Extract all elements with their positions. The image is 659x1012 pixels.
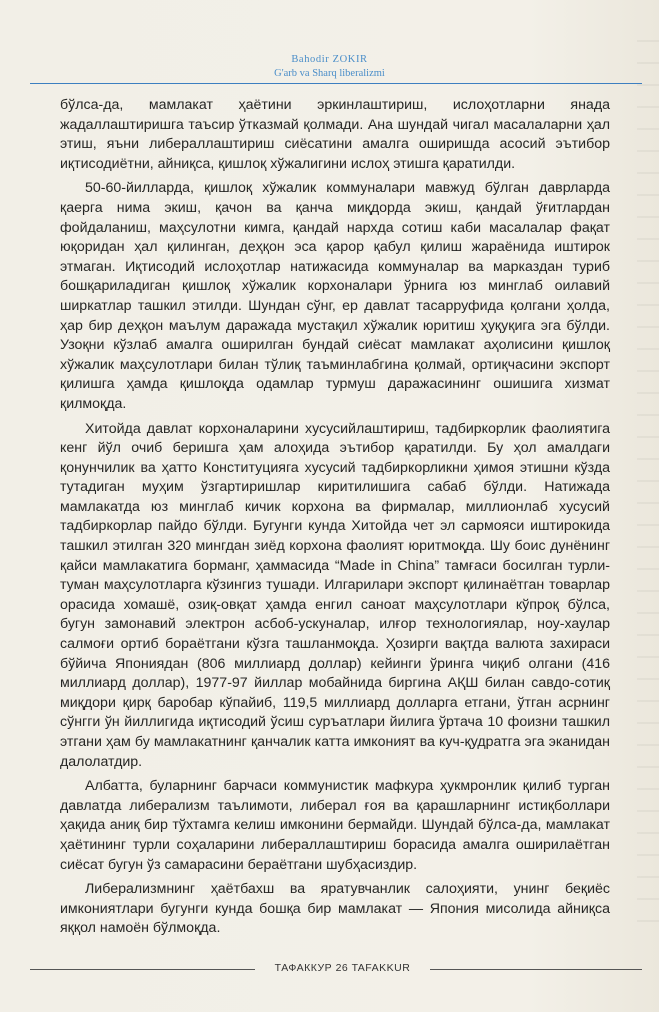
body-text	[60, 96, 610, 944]
paragraph-5: Либерализмнинг ҳаётбахш ва яратувчанлик салоҳияти, унинг беқиёс имкониятлари бугунги кунда бошқа бир мамлакат — Япония мисолида айниқса яққол намоён бўлмоқда.	[60, 881, 610, 937]
footer-rule-right	[430, 969, 642, 970]
paragraph-1: бўлса-да, мамлакат ҳаётини эркинлаштириш, ислоҳотларни янада жадаллаштиришга таъсир ўтказмай қолмади. Ана шундай чигал масалаларни ҳал этиш, яъни либераллаштириш сиёсатини амалга оширишда асосий эътибор иқтисодиётни, айниқса, қишлоқ хўжалигини ислоҳ этишга қаратилди.	[60, 97, 610, 172]
header-author: Bahodir ZOKIR	[291, 54, 368, 65]
paragraph-3: Хитойда давлат корхоналарини хусусийлаштириш, тадбиркорлик фаолиятига кенг йўл очиб беришга ҳам алоҳида эътибор қаратилди. Бу ҳол амалдаги қонунчилик ва ҳатто Конституцияга хусусий тадбиркорликни ҳимоя этишни кўзда тутадиган муҳим ўзгартиришлар киритилишига сабаб бўлди. Натижада мамлакатда юз минглаб кичик корхона ва фирмалар, миллионлаб хусусий тадбиркорлар пайдо бўлди. Бугунги кунда Хитойда чет эл сармояси иштирокида ташкил этилган 320 мингдан зиёд корхона фаолият юритмоқда. Шу боис дунёнинг қайси мамлакатига борманг, ҳаммасида “Made in China” тамғаси босилган турли-туман маҳсулотларга кўзингиз тушади. Илгарилари экспорт қилинаётган товарлар орасида хомашё, озиқ-овқат ҳамда енгил саноат маҳсулотлари кўпроқ бўлса, бугун замонавий электрон асбоб-ускуналар, илғор технологиялар, ноу-хаулар салмоғи ортиб бораётгани кўзга ташланмоқда. Ҳозирги вақтда валюта захираси бўйича Япониядан (806 миллиард доллар) кейинги ўринга чиқиб олгани (416 миллиард доллар), 1977-97 йиллар мобайнида биргина АҚШ билан савдо-сотиқ миқдори қирқ баробар кўпайиб, 119,5 миллиард долларга етгани, ўтган асрнинг сўнгги ўн йиллигида иқтисодий ўсиш суръатлари йилига ўртача 10 фоизни ташкил этгани ҳам бу мамлакатнинг қанчалик катта имконият ва куч-қудратга эга эканидан далолатдир.	[60, 420, 610, 770]
footer-rule-left	[30, 969, 255, 970]
paragraph-2: 50-60-йилларда, қишлоқ хўжалик коммуналари мавжуд бўлган даврларда қаерга нима экиш, қачон ва қанча миқдорда экиш, қандай ўғитлардан фойдаланиш, маҳсулотни кимга, қандай нархда сотиш каби масалалар фақат юқоридан ҳал қилинган, деҳқон эса қарор қабул қилиш жараёнида иштирок этмаган. Иқтисодий ислоҳотлар натижасида коммуналар ва марказдан туриб бошқариладиган қишлоқ хўжалик корхоналари ўрнига юз минглаб оилавий ширкатлар ташкил этилди. Шундан сўнг, ер давлат тасарруфида қолгани ҳолда, ҳар бир деҳқон маълум даражада мустақил хўжалик юритиш ҳуқуқига эга бўлди. Узоқни кўзлаб амалга оширилган бундай сиёсат мамлакат аҳолисини қишлоқ хўжалик маҳсулотлари билан тўлиқ таъминлабгина қолмай, ортиқчасини экспорт қилишга ҳамда қишлоқда одамлар турмуш даражасининг ошишига хизмат қилмоқда.	[60, 180, 610, 412]
paragraph-4: Албатта, буларнинг барчаси коммунистик мафкура ҳукмронлик қилиб турган давлатда либерализм таълимоти, либерал ғоя ва қарашларнинг истиқболлари ҳақида аниқ бир тўхтамга келиш имконини бермайди. Шундай бўлса-да, мамлакат ҳаётининг турли соҳаларини либераллаштириш борасида амалга оширилаётган сиёсат бугун ўз самарасини бераётгани шубҳасиздир.	[60, 778, 610, 873]
next-page-bleed	[637, 40, 659, 940]
header-title: G'arb va Sharq liberalizmi	[274, 68, 385, 79]
footer-label: ТАФАККУР 26 TAFAKKUR	[274, 962, 411, 974]
running-header	[0, 54, 659, 80]
header-rule	[30, 83, 642, 84]
page-footer	[0, 960, 659, 980]
